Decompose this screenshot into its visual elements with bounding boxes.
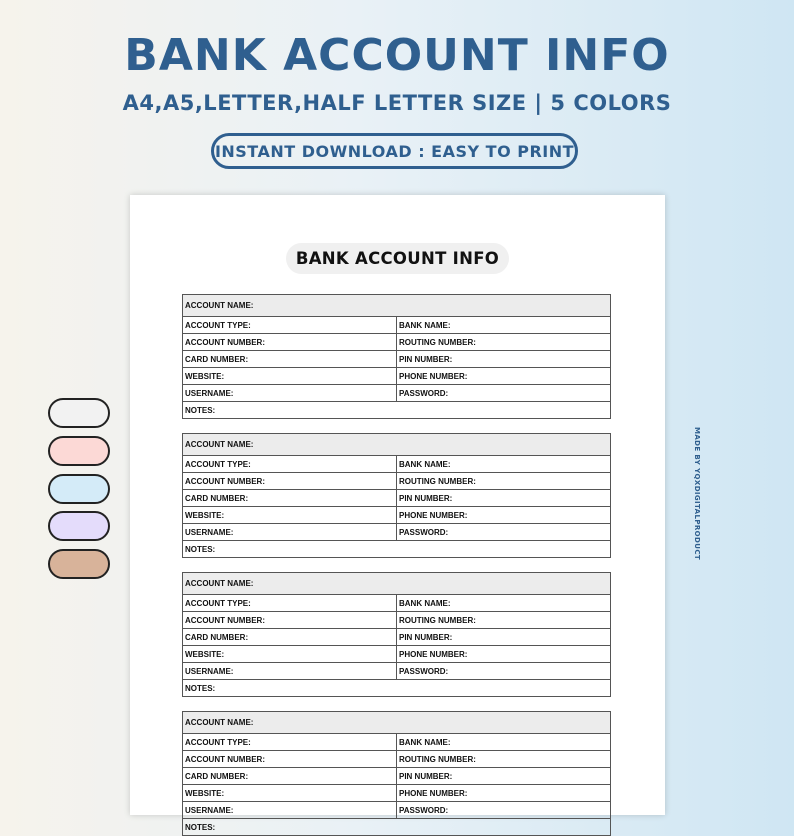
password-field[interactable]: PASSWORD: bbox=[399, 527, 449, 537]
bank-name-field[interactable]: BANK NAME: bbox=[399, 459, 451, 469]
account-block bbox=[182, 572, 611, 697]
subtitle: A4,A5,LETTER,HALF LETTER SIZE | 5 COLORS bbox=[122, 91, 672, 115]
form-row bbox=[183, 434, 610, 455]
password-field[interactable]: PASSWORD: bbox=[399, 388, 449, 398]
website-field[interactable]: WEBSITE: bbox=[183, 507, 397, 523]
main-title: BANK ACCOUNT INFO bbox=[124, 30, 670, 81]
form-row bbox=[183, 784, 610, 801]
pin-number-field[interactable]: PIN NUMBER: bbox=[399, 493, 453, 503]
account-name-field[interactable]: ACCOUNT NAME: bbox=[185, 440, 254, 449]
form-row bbox=[183, 573, 610, 594]
form-row bbox=[183, 401, 610, 418]
account-block bbox=[182, 711, 611, 836]
bank-name-field[interactable]: BANK NAME: bbox=[399, 598, 451, 608]
form-row bbox=[183, 384, 610, 401]
account-name-field[interactable]: ACCOUNT NAME: bbox=[185, 579, 254, 588]
form-row bbox=[183, 350, 610, 367]
notes-field[interactable]: NOTES: bbox=[185, 405, 216, 415]
form-row bbox=[183, 662, 610, 679]
document-title: BANK ACCOUNT INFO bbox=[286, 243, 509, 274]
form-row bbox=[183, 489, 610, 506]
password-field[interactable]: PASSWORD: bbox=[399, 666, 449, 676]
website-field[interactable]: WEBSITE: bbox=[183, 646, 397, 662]
form-row bbox=[183, 367, 610, 384]
website-field[interactable]: WEBSITE: bbox=[183, 785, 397, 801]
account-name-field[interactable]: ACCOUNT NAME: bbox=[185, 718, 254, 727]
account-number-field[interactable]: ACCOUNT NUMBER: bbox=[183, 751, 397, 767]
routing-number-field[interactable]: ROUTING NUMBER: bbox=[399, 337, 476, 347]
username-field[interactable]: USERNAME: bbox=[183, 663, 397, 679]
card-number-field[interactable]: CARD NUMBER: bbox=[183, 490, 397, 506]
download-badge: INSTANT DOWNLOAD : EASY TO PRINT bbox=[211, 133, 578, 169]
account-type-field[interactable]: ACCOUNT TYPE: bbox=[183, 456, 397, 472]
form-row bbox=[183, 645, 610, 662]
color-swatch-pink bbox=[48, 436, 110, 466]
bank-name-field[interactable]: BANK NAME: bbox=[399, 320, 451, 330]
form-row bbox=[183, 679, 610, 696]
account-type-field[interactable]: ACCOUNT TYPE: bbox=[183, 317, 397, 333]
form-row bbox=[183, 316, 610, 333]
pin-number-field[interactable]: PIN NUMBER: bbox=[399, 771, 453, 781]
form-row bbox=[183, 818, 610, 835]
account-block bbox=[182, 433, 611, 558]
color-swatch-blue bbox=[48, 474, 110, 504]
document-page bbox=[130, 195, 665, 832]
form-row bbox=[183, 801, 610, 818]
phone-number-field[interactable]: PHONE NUMBER: bbox=[399, 649, 468, 659]
form-row bbox=[183, 712, 610, 733]
account-name-field[interactable]: ACCOUNT NAME: bbox=[185, 301, 254, 310]
pin-number-field[interactable]: PIN NUMBER: bbox=[399, 632, 453, 642]
form-row bbox=[183, 333, 610, 350]
routing-number-field[interactable]: ROUTING NUMBER: bbox=[399, 615, 476, 625]
form-row bbox=[183, 295, 610, 316]
card-number-field[interactable]: CARD NUMBER: bbox=[183, 768, 397, 784]
password-field[interactable]: PASSWORD: bbox=[399, 805, 449, 815]
form-row bbox=[183, 611, 610, 628]
website-field[interactable]: WEBSITE: bbox=[183, 368, 397, 384]
notes-field[interactable]: NOTES: bbox=[185, 822, 216, 832]
form-row bbox=[183, 472, 610, 489]
account-block bbox=[182, 294, 611, 419]
color-swatch-tan bbox=[48, 549, 110, 579]
form-row bbox=[183, 628, 610, 645]
account-number-field[interactable]: ACCOUNT NUMBER: bbox=[183, 473, 397, 489]
phone-number-field[interactable]: PHONE NUMBER: bbox=[399, 371, 468, 381]
notes-field[interactable]: NOTES: bbox=[185, 544, 216, 554]
color-swatch-purple bbox=[48, 511, 110, 541]
form-row bbox=[183, 767, 610, 784]
form-row bbox=[183, 750, 610, 767]
username-field[interactable]: USERNAME: bbox=[183, 802, 397, 818]
account-type-field[interactable]: ACCOUNT TYPE: bbox=[183, 734, 397, 750]
form-row bbox=[183, 540, 610, 557]
form-row bbox=[183, 523, 610, 540]
phone-number-field[interactable]: PHONE NUMBER: bbox=[399, 788, 468, 798]
pin-number-field[interactable]: PIN NUMBER: bbox=[399, 354, 453, 364]
form-row bbox=[183, 594, 610, 611]
bank-name-field[interactable]: BANK NAME: bbox=[399, 737, 451, 747]
card-number-field[interactable]: CARD NUMBER: bbox=[183, 351, 397, 367]
username-field[interactable]: USERNAME: bbox=[183, 385, 397, 401]
form-row bbox=[183, 733, 610, 750]
routing-number-field[interactable]: ROUTING NUMBER: bbox=[399, 476, 476, 486]
form-row bbox=[183, 455, 610, 472]
account-type-field[interactable]: ACCOUNT TYPE: bbox=[183, 595, 397, 611]
form-row bbox=[183, 506, 610, 523]
color-swatch-gray bbox=[48, 398, 110, 428]
routing-number-field[interactable]: ROUTING NUMBER: bbox=[399, 754, 476, 764]
credit-text: MADE BY YQXDIGITALPRODUCT bbox=[693, 427, 701, 561]
username-field[interactable]: USERNAME: bbox=[183, 524, 397, 540]
notes-field[interactable]: NOTES: bbox=[185, 683, 216, 693]
account-number-field[interactable]: ACCOUNT NUMBER: bbox=[183, 334, 397, 350]
phone-number-field[interactable]: PHONE NUMBER: bbox=[399, 510, 468, 520]
account-number-field[interactable]: ACCOUNT NUMBER: bbox=[183, 612, 397, 628]
card-number-field[interactable]: CARD NUMBER: bbox=[183, 629, 397, 645]
